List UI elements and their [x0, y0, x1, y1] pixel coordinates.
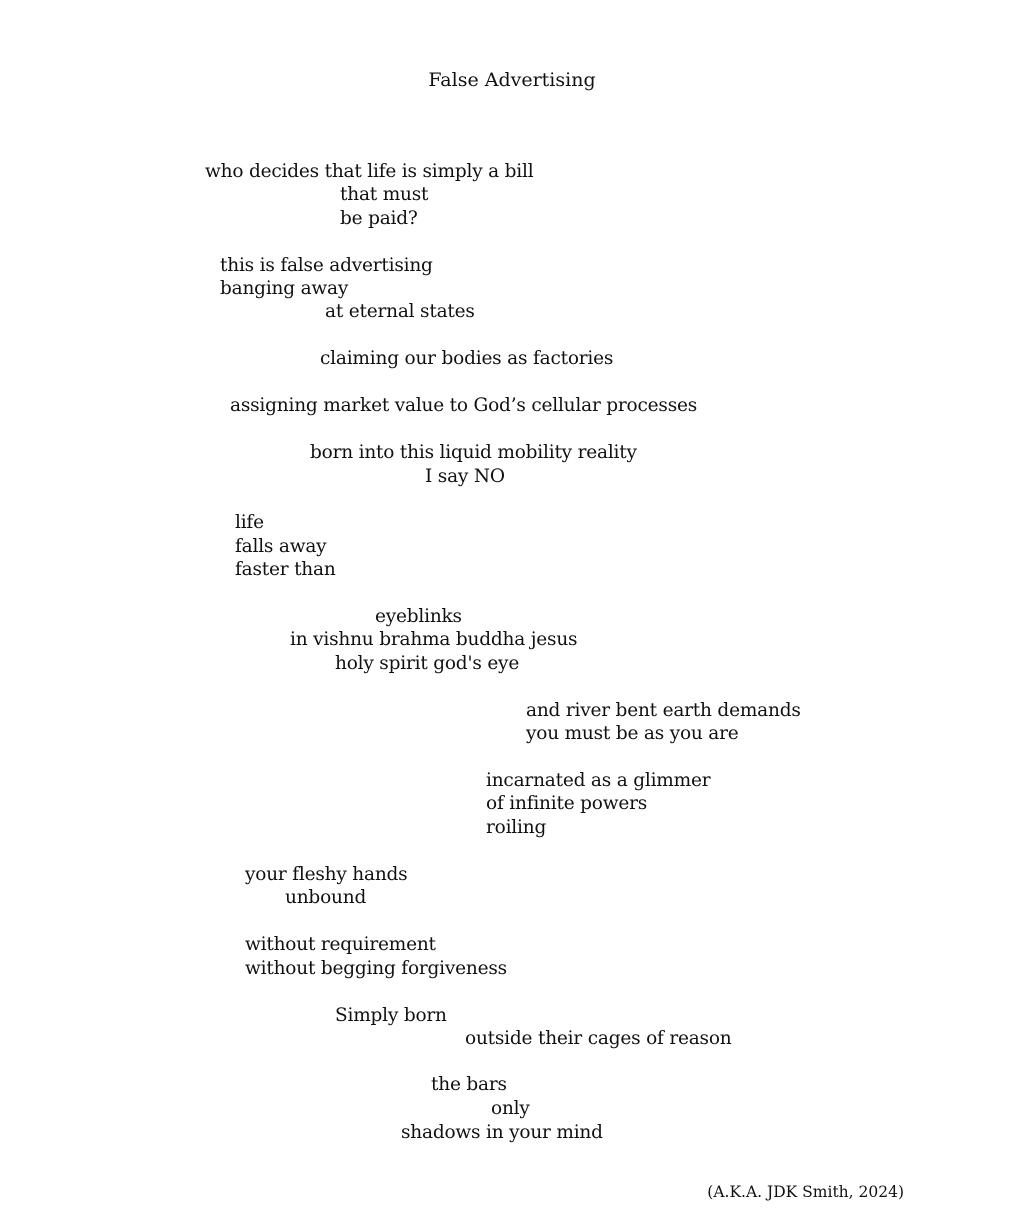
poem-line: your fleshy hands	[245, 864, 408, 885]
poem-line: Simply born	[335, 1005, 447, 1026]
poem-line: in vishnu brahma buddha jesus	[290, 629, 578, 650]
poem-title: False Advertising	[428, 69, 596, 91]
poem-line: you must be as you are	[526, 723, 739, 744]
poem-line: born into this liquid mobility reality	[310, 442, 637, 463]
poem-line: who decides that life is simply a bill	[205, 161, 534, 182]
poem-line: incarnated as a glimmer	[486, 770, 711, 791]
poem-line: assigning market value to God’s cellular processes	[230, 395, 698, 416]
poem-line: be paid?	[340, 208, 418, 229]
poem-line: without begging forgiveness	[245, 958, 507, 979]
poem-line: eyeblinks	[375, 606, 462, 627]
poem-line: without requirement	[245, 934, 436, 955]
poem-line: claiming our bodies as factories	[320, 348, 614, 369]
poem-line: I say NO	[425, 466, 505, 487]
poem-line: unbound	[285, 887, 367, 908]
poem-line: and river bent earth demands	[526, 700, 801, 721]
poem-line: holy spirit god's eye	[335, 653, 520, 674]
poem-line: life	[235, 512, 264, 533]
poem-line: falls away	[235, 536, 327, 557]
author-credit: (A.K.A. JDK Smith, 2024)	[707, 1183, 904, 1201]
poem-line: only	[491, 1098, 530, 1119]
poem-line: this is false advertising	[220, 255, 433, 276]
poem-line: faster than	[235, 559, 336, 580]
poem-line: shadows in your mind	[401, 1122, 603, 1143]
poem-line: at eternal states	[325, 301, 475, 322]
poem-line: of infinite powers	[486, 793, 648, 814]
poem-line: outside their cages of reason	[465, 1028, 732, 1049]
poem-line: that must	[340, 184, 429, 205]
poem-line: the bars	[431, 1074, 507, 1095]
poem-line: banging away	[220, 278, 349, 299]
poem-line: roiling	[486, 817, 547, 838]
